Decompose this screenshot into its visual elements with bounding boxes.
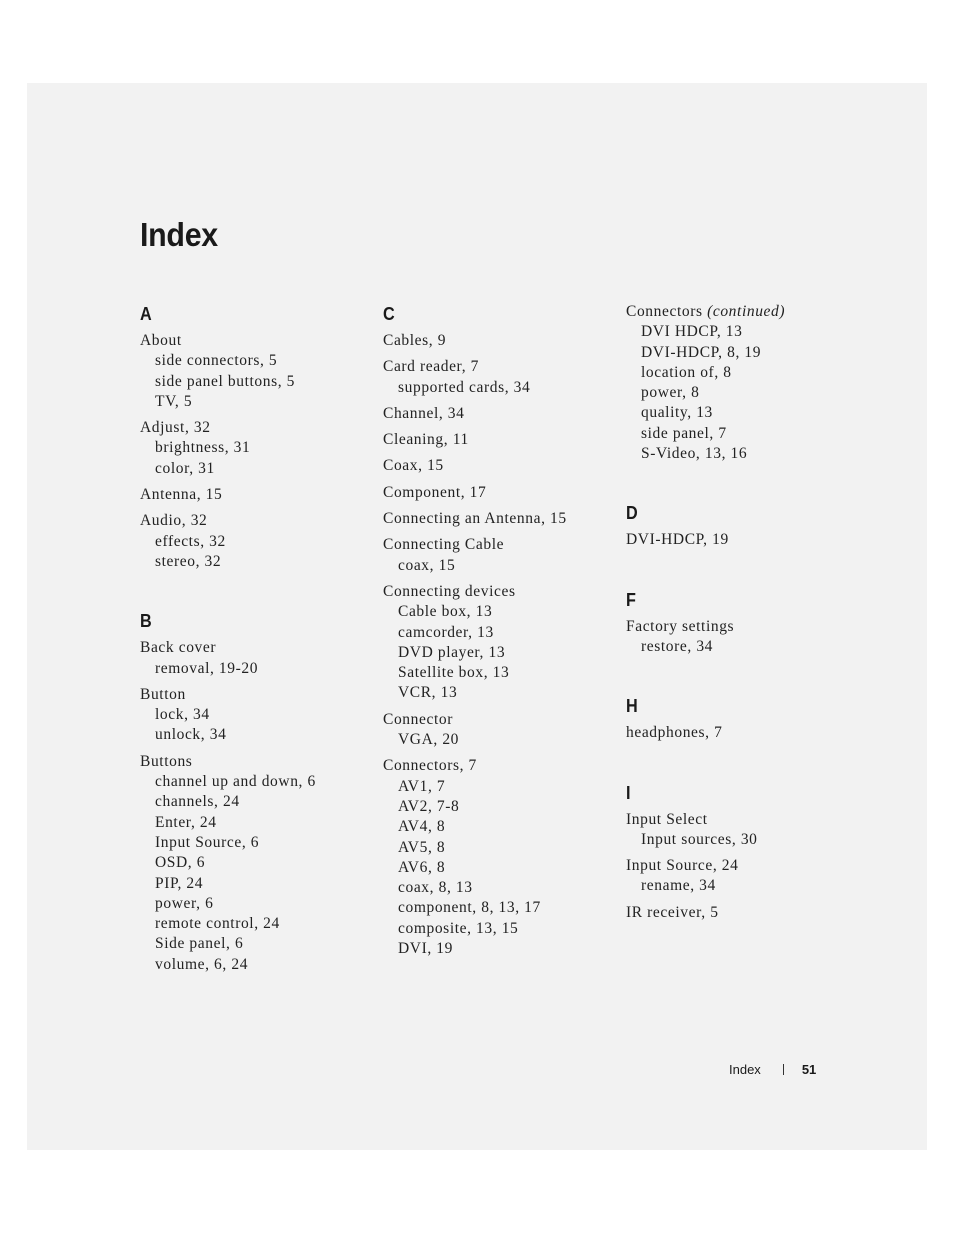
entry-term-text: Connecting an Antenna, 15: [383, 510, 567, 528]
entry-main-term: [383, 404, 618, 424]
entry-main-term: [626, 856, 861, 876]
entry-subterm: stereo, 32: [155, 552, 222, 570]
index-column-3: [626, 302, 861, 961]
entry-main-term: [383, 535, 618, 555]
entry-main-term: [140, 331, 375, 351]
entry-term-text: Coax, 15: [383, 457, 444, 475]
index-entry: [626, 530, 861, 550]
entry-term-text: Input Source, 24: [626, 857, 739, 875]
entry-main-term: [626, 530, 861, 550]
entry-main-term: [626, 723, 861, 743]
entry-subterm: remote control, 24: [155, 915, 280, 933]
entry-main-term: [383, 456, 618, 476]
entry-subterm: VCR, 13: [398, 684, 458, 702]
entry-subterm: side panel, 7: [641, 424, 727, 442]
entry-main-term: [383, 331, 618, 351]
index-entry: [383, 582, 618, 704]
entry-subterm: power, 6: [155, 894, 214, 912]
entry-main-term: [140, 511, 375, 531]
index-entry: [383, 535, 618, 576]
index-section: [626, 782, 861, 923]
index-entry: [626, 810, 861, 851]
entry-subterm: DVI, 19: [398, 940, 453, 958]
index-entry: [383, 710, 618, 751]
index-section: [626, 502, 861, 550]
entry-term-text: Connector: [383, 710, 453, 728]
entry-subterm: DVD player, 13: [398, 643, 506, 661]
index-entry: [383, 430, 618, 450]
entry-main-term: [140, 418, 375, 438]
index-entry: [383, 756, 618, 959]
index-entry: [140, 418, 375, 479]
section-letter: D: [626, 503, 638, 524]
entry-main-term: [383, 483, 618, 503]
entry-subterm: AV6, 8: [398, 858, 446, 876]
index-entry: [140, 511, 375, 572]
entry-subterm: AV2, 7-8: [398, 797, 460, 815]
entry-subterm: PIP, 24: [155, 874, 204, 892]
entry-subterm: color, 31: [155, 459, 215, 477]
index-entry: [383, 331, 618, 351]
entry-main-term: [383, 756, 618, 776]
entry-term-text: About: [140, 332, 182, 349]
entry-term-text: Connectors, 7: [383, 757, 477, 775]
section-letter: A: [140, 304, 152, 324]
index-entry: [626, 856, 861, 897]
index-section: [626, 302, 861, 464]
entry-term-text: Factory settings: [626, 617, 735, 635]
entry-term-text: Antenna, 15: [140, 486, 223, 504]
index-entry: [383, 404, 618, 424]
index-section: [140, 303, 375, 572]
page-footer: [729, 1061, 816, 1079]
index-section: [626, 589, 861, 658]
entry-subterm: side panel buttons, 5: [155, 372, 296, 390]
entry-term-text: Back cover: [140, 639, 217, 657]
entry-main-term: [383, 430, 618, 450]
entry-subterm: rename, 34: [641, 877, 716, 895]
entry-term-text: IR receiver, 5: [626, 903, 719, 921]
entry-subterm: brightness, 31: [155, 439, 251, 457]
entry-subterm: AV5, 8: [398, 838, 446, 856]
footer-section-label: Index: [729, 1062, 761, 1077]
index-section: [140, 610, 375, 975]
entry-main-term: [383, 582, 618, 602]
entry-term-text: Input Select: [626, 810, 708, 828]
entry-subterm: unlock, 34: [155, 726, 227, 744]
entry-subterm: S-Video, 13, 16: [641, 445, 748, 463]
entry-subterm: DVI HDCP, 13: [641, 323, 743, 341]
entry-subterm: Enter, 24: [155, 813, 217, 831]
section-letter: H: [626, 696, 638, 717]
index-entry: [383, 456, 618, 476]
entry-term-text: Cleaning, 11: [383, 431, 469, 449]
entry-term-text: Connecting devices: [383, 582, 516, 600]
continued-note: (continued): [707, 303, 786, 320]
entry-main-term: [140, 485, 375, 505]
entry-subterm: coax, 8, 13: [398, 879, 473, 897]
section-letter: B: [140, 611, 152, 632]
entry-term-text: Buttons: [140, 752, 193, 770]
entry-subterm: side connectors, 5: [155, 352, 278, 370]
index-entry: [140, 752, 375, 975]
index-entry: [383, 509, 618, 529]
entry-subterm: power, 8: [641, 384, 700, 402]
entry-subterm: effects, 32: [155, 532, 226, 550]
index-section: [383, 303, 618, 959]
entry-term-text: headphones, 7: [626, 724, 723, 742]
entry-main-term: [140, 752, 375, 772]
footer-divider: [783, 1064, 784, 1075]
entry-subterm: Satellite box, 13: [398, 664, 510, 682]
entry-subterm: restore, 34: [641, 637, 714, 655]
entry-term-text: Card reader, 7: [383, 358, 479, 376]
index-entry: [383, 357, 618, 398]
entry-subterm: VGA, 20: [398, 731, 460, 749]
entry-subterm: camcorder, 13: [398, 623, 494, 641]
entry-subterm: Input sources, 30: [641, 830, 758, 848]
entry-subterm: channel up and down, 6: [155, 773, 316, 791]
entry-subterm: Cable box, 13: [398, 603, 493, 621]
index-entry: [140, 638, 375, 679]
entry-subterm: supported cards, 34: [398, 378, 531, 396]
entry-term-text: Cables, 9: [383, 332, 447, 349]
entry-main-term: [383, 710, 618, 730]
entry-term-text: Audio, 32: [140, 512, 208, 530]
entry-term-text: Adjust, 32: [140, 419, 211, 437]
entry-subterm: quality, 13: [641, 404, 713, 422]
index-entry: [626, 617, 861, 658]
page-number: 51: [801, 1062, 817, 1077]
entry-main-term: [140, 685, 375, 705]
index-entry: [383, 483, 618, 503]
index-column-1: [140, 303, 375, 1013]
index-section: [626, 695, 861, 743]
entry-subterm: component, 8, 13, 17: [398, 899, 541, 917]
entry-term-text: Connectors: [626, 303, 703, 320]
index-entry: [140, 485, 375, 505]
entry-main-term: [626, 810, 861, 830]
entry-subterm: TV, 5: [155, 392, 193, 410]
entry-subterm: volume, 6, 24: [155, 955, 249, 973]
index-entry: [140, 331, 375, 412]
entry-subterm: Side panel, 6: [155, 935, 244, 953]
entry-term-text: Connecting Cable: [383, 536, 505, 554]
entry-subterm: AV1, 7: [398, 777, 446, 795]
entry-main-term: [626, 617, 861, 637]
section-letter: F: [626, 589, 636, 610]
section-letter: I: [626, 782, 631, 803]
entry-term-text: Button: [140, 685, 186, 703]
index-column-2: [383, 303, 618, 997]
index-entry: [140, 685, 375, 746]
entry-main-term: [626, 903, 861, 923]
entry-subterm: channels, 24: [155, 793, 240, 811]
entry-subterm: removal, 19-20: [155, 659, 259, 677]
entry-main-term: [626, 302, 861, 322]
entry-subterm: AV4, 8: [398, 818, 446, 836]
entry-main-term: [383, 357, 618, 377]
entry-subterm: OSD, 6: [155, 854, 206, 872]
entry-subterm: lock, 34: [155, 706, 210, 724]
entry-subterm: Input Source, 6: [155, 833, 260, 851]
page-title: Index: [140, 216, 218, 253]
entry-main-term: [140, 638, 375, 658]
entry-subterm: coax, 15: [398, 556, 456, 574]
index-entry: [626, 903, 861, 923]
section-letter: C: [383, 304, 395, 324]
entry-term-text: Channel, 34: [383, 404, 465, 422]
entry-term-text: Component, 17: [383, 483, 487, 501]
index-entry: [626, 723, 861, 743]
entry-subterm: location of, 8: [641, 363, 732, 381]
entry-subterm: composite, 13, 15: [398, 919, 519, 937]
entry-term-text: DVI-HDCP, 19: [626, 531, 729, 549]
entry-subterm: DVI-HDCP, 8, 19: [641, 343, 762, 361]
index-entry: [626, 302, 861, 464]
entry-main-term: [383, 509, 618, 529]
